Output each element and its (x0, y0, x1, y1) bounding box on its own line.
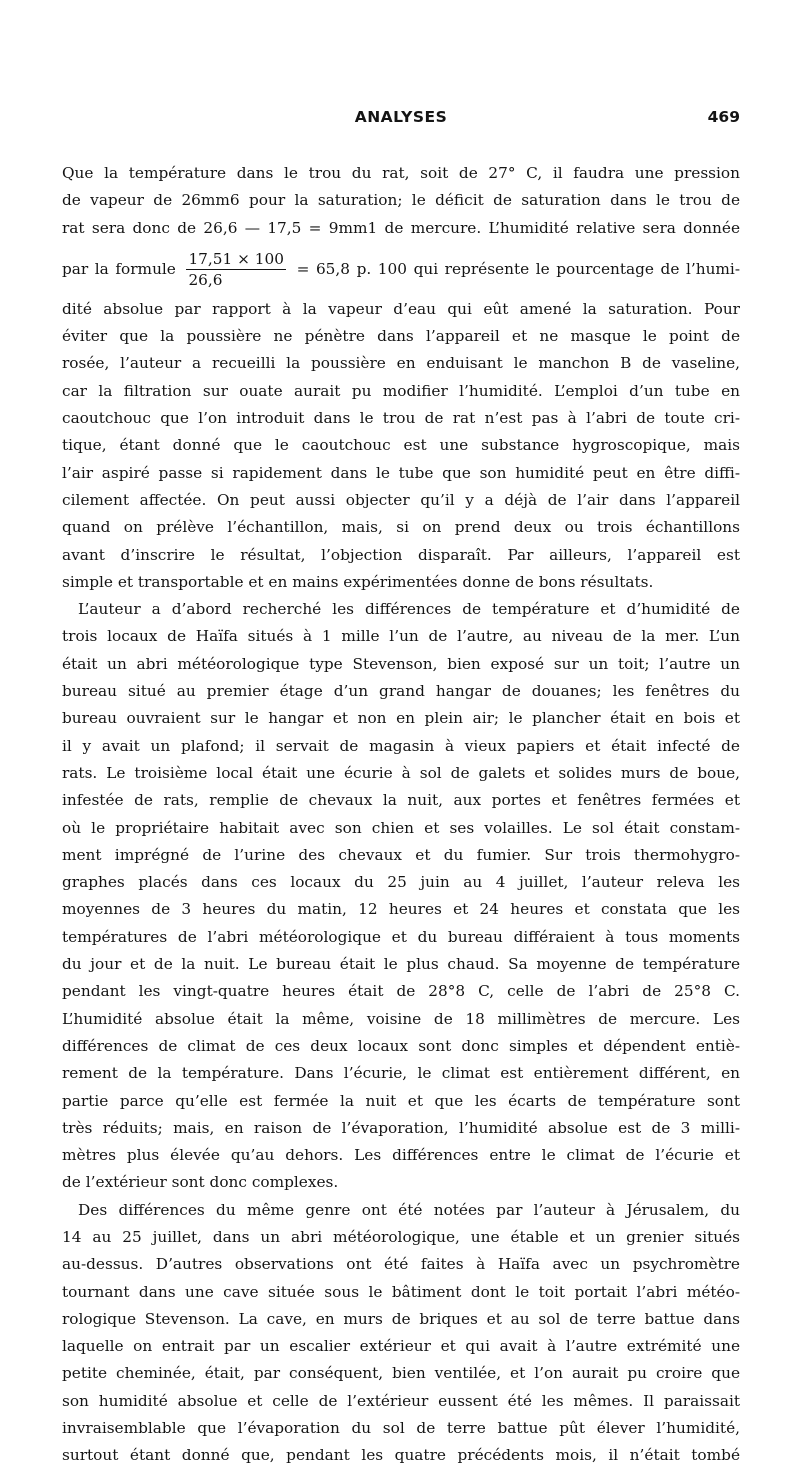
text-line: bureau ouvraient sur le hangar et non en plein air; le plancher était en bois et (62, 709, 740, 728)
text-line: L’auteur a d’abord recherché les différences de température et d’humidité de (78, 600, 740, 619)
text-line: ment imprégné de l’urine des chevaux et du fumier. Sur trois thermohygro- (62, 845, 740, 864)
text-line: températures de l’abri météorologique et du bureau différaient à tous moments (62, 927, 740, 946)
text-line: l’air aspiré passe si rapidement dans le tube que son humidité peut en être diffi- (62, 463, 740, 482)
text-line: dité absolue par rapport à la vapeur d’eau qui eût amené la saturation. Pour (62, 299, 740, 318)
fraction (186, 249, 286, 290)
text-line: caoutchouc que l’on introduit dans le trou de rat n’est pas à l’abri de toute cri- (62, 409, 740, 428)
text-line: était un abri météorologique type Stevenson, bien exposé sur un toit; l’autre un (62, 654, 740, 673)
text-line: éviter que la poussière ne pénètre dans l’appareil et ne masque le point de (62, 327, 740, 346)
body-text (62, 160, 740, 1470)
text-line: où le propriétaire habitait avec son chien et ses volailles. Le sol était constam- (62, 818, 740, 837)
text-line: trois locaux de Haïfa situés à 1 mille l’un de l’autre, au niveau de la mer. L’un (62, 627, 740, 646)
text-line: avant d’inscrire le résultat, l’objection disparaît. Par ailleurs, l’appareil est (62, 545, 740, 564)
text-line: moyennes de 3 heures du matin, 12 heures et 24 heures et constata que les (62, 900, 740, 919)
text-line: au-dessus. D’autres observations ont été faites à Haïfa avec un psychromètre (62, 1255, 740, 1274)
formula-lead-text: par la formule (62, 259, 176, 278)
text-line: surtout étant donné que, pendant les quatre précédents mois, il n’était tombé (62, 1446, 740, 1465)
text-line: différences de climat de ces deux locaux sont donc simples et dépendent entiè- (62, 1036, 740, 1055)
text-line: pendant les vingt-quatre heures était de 28°8 C, celle de l’abri de 25°8 C. (62, 982, 740, 1001)
text-line: très réduits; mais, en raison de l’évaporation, l’humidité absolue est de 3 milli- (62, 1118, 740, 1137)
text-line: du jour et de la nuit. Le bureau était le plus chaud. Sa moyenne de température (62, 955, 740, 974)
text-line: graphes placés dans ces locaux du 25 juin au 4 juillet, l’auteur releva les (62, 873, 740, 892)
text-line: rat sera donc de 26,6 — 17,5 = 9mm1 de mercure. L’humidité relative sera donnée (62, 218, 740, 237)
text-line: rats. Le troisième local était une écurie à sol de galets et solides murs de boue, (62, 763, 740, 782)
text-line: de vapeur de 26mm6 pour la saturation; le déficit de saturation dans le trou de (62, 191, 740, 210)
formula-line (62, 242, 740, 296)
text-line: partie parce qu’elle est fermée la nuit et que les écarts de température sont (62, 1091, 740, 1110)
formula-result-text: = 65,8 p. 100 qui représente le pourcentage de l’humi- (296, 259, 740, 278)
text-line: invraisemblable que l’évaporation du sol de terre battue pût élever l’humidité, (62, 1419, 740, 1438)
text-line: bureau situé au premier étage d’un grand hangar de douanes; les fenêtres du (62, 682, 740, 701)
text-line: cilement affectée. On peut aussi objecter qu’il y a déjà de l’air dans l’appareil (62, 490, 740, 509)
text-line: Que la température dans le trou du rat, soit de 27° C, il faudra une pression (62, 164, 740, 182)
text-line: L’humidité absolue était la même, voisine de 18 millimètres de mercure. Les (62, 1009, 740, 1028)
text-line: rologique Stevenson. La cave, en murs de briques et au sol de terre battue dans (62, 1309, 740, 1328)
text-line: simple et transportable et en mains expérimentées donne de bons résultats. (62, 572, 654, 591)
text-line: 14 au 25 juillet, dans un abri météorologique, une étable et un grenier situés (62, 1227, 740, 1246)
text-line: Des différences du même genre ont été notées par l’auteur à Jérusalem, du (78, 1200, 740, 1219)
text-line: il y avait un plafond; il servait de magasin à vieux papiers et était infecté de (62, 736, 740, 755)
text-line: infestée de rats, remplie de chevaux la nuit, aux portes et fenêtres fermées et (62, 791, 740, 810)
text-line: rosée, l’auteur a recueilli la poussière en enduisant le manchon B de vaseline, (62, 354, 740, 373)
text-line: son humidité absolue et celle de l’extérieur eussent été les mêmes. Il paraissait (62, 1391, 740, 1410)
text-line: car la filtration sur ouate aurait pu modifier l’humidité. L’emploi d’un tube en (62, 381, 740, 400)
running-title: ANALYSES (354, 108, 448, 126)
page-number: 469 (707, 108, 740, 126)
text-line: rement de la température. Dans l’écurie, le climat est entièrement différent, en (62, 1064, 740, 1083)
fraction-denominator: 26,6 (188, 271, 223, 290)
text-line: tournant dans une cave située sous le bâtiment dont le toit portait l’abri météo- (62, 1282, 740, 1301)
text-line: quand on prélève l’échantillon, mais, si on prend deux ou trois échantillons (62, 518, 740, 537)
text-line: tique, étant donné que le caoutchouc est une substance hygroscopique, mais (62, 436, 740, 455)
page-header (62, 108, 740, 134)
text-line: de l’extérieur sont donc complexes. (62, 1173, 339, 1192)
text-line: mètres plus élevée qu’au dehors. Les différences entre le climat de l’écurie et (62, 1146, 740, 1165)
text-line: laquelle on entrait par un escalier extérieur et qui avait à l’autre extrémité une (62, 1337, 740, 1356)
text-line: petite cheminée, était, par conséquent, bien ventilée, et l’on aurait pu croire que (62, 1364, 740, 1383)
fraction-numerator: 17,51 × 100 (188, 250, 284, 269)
